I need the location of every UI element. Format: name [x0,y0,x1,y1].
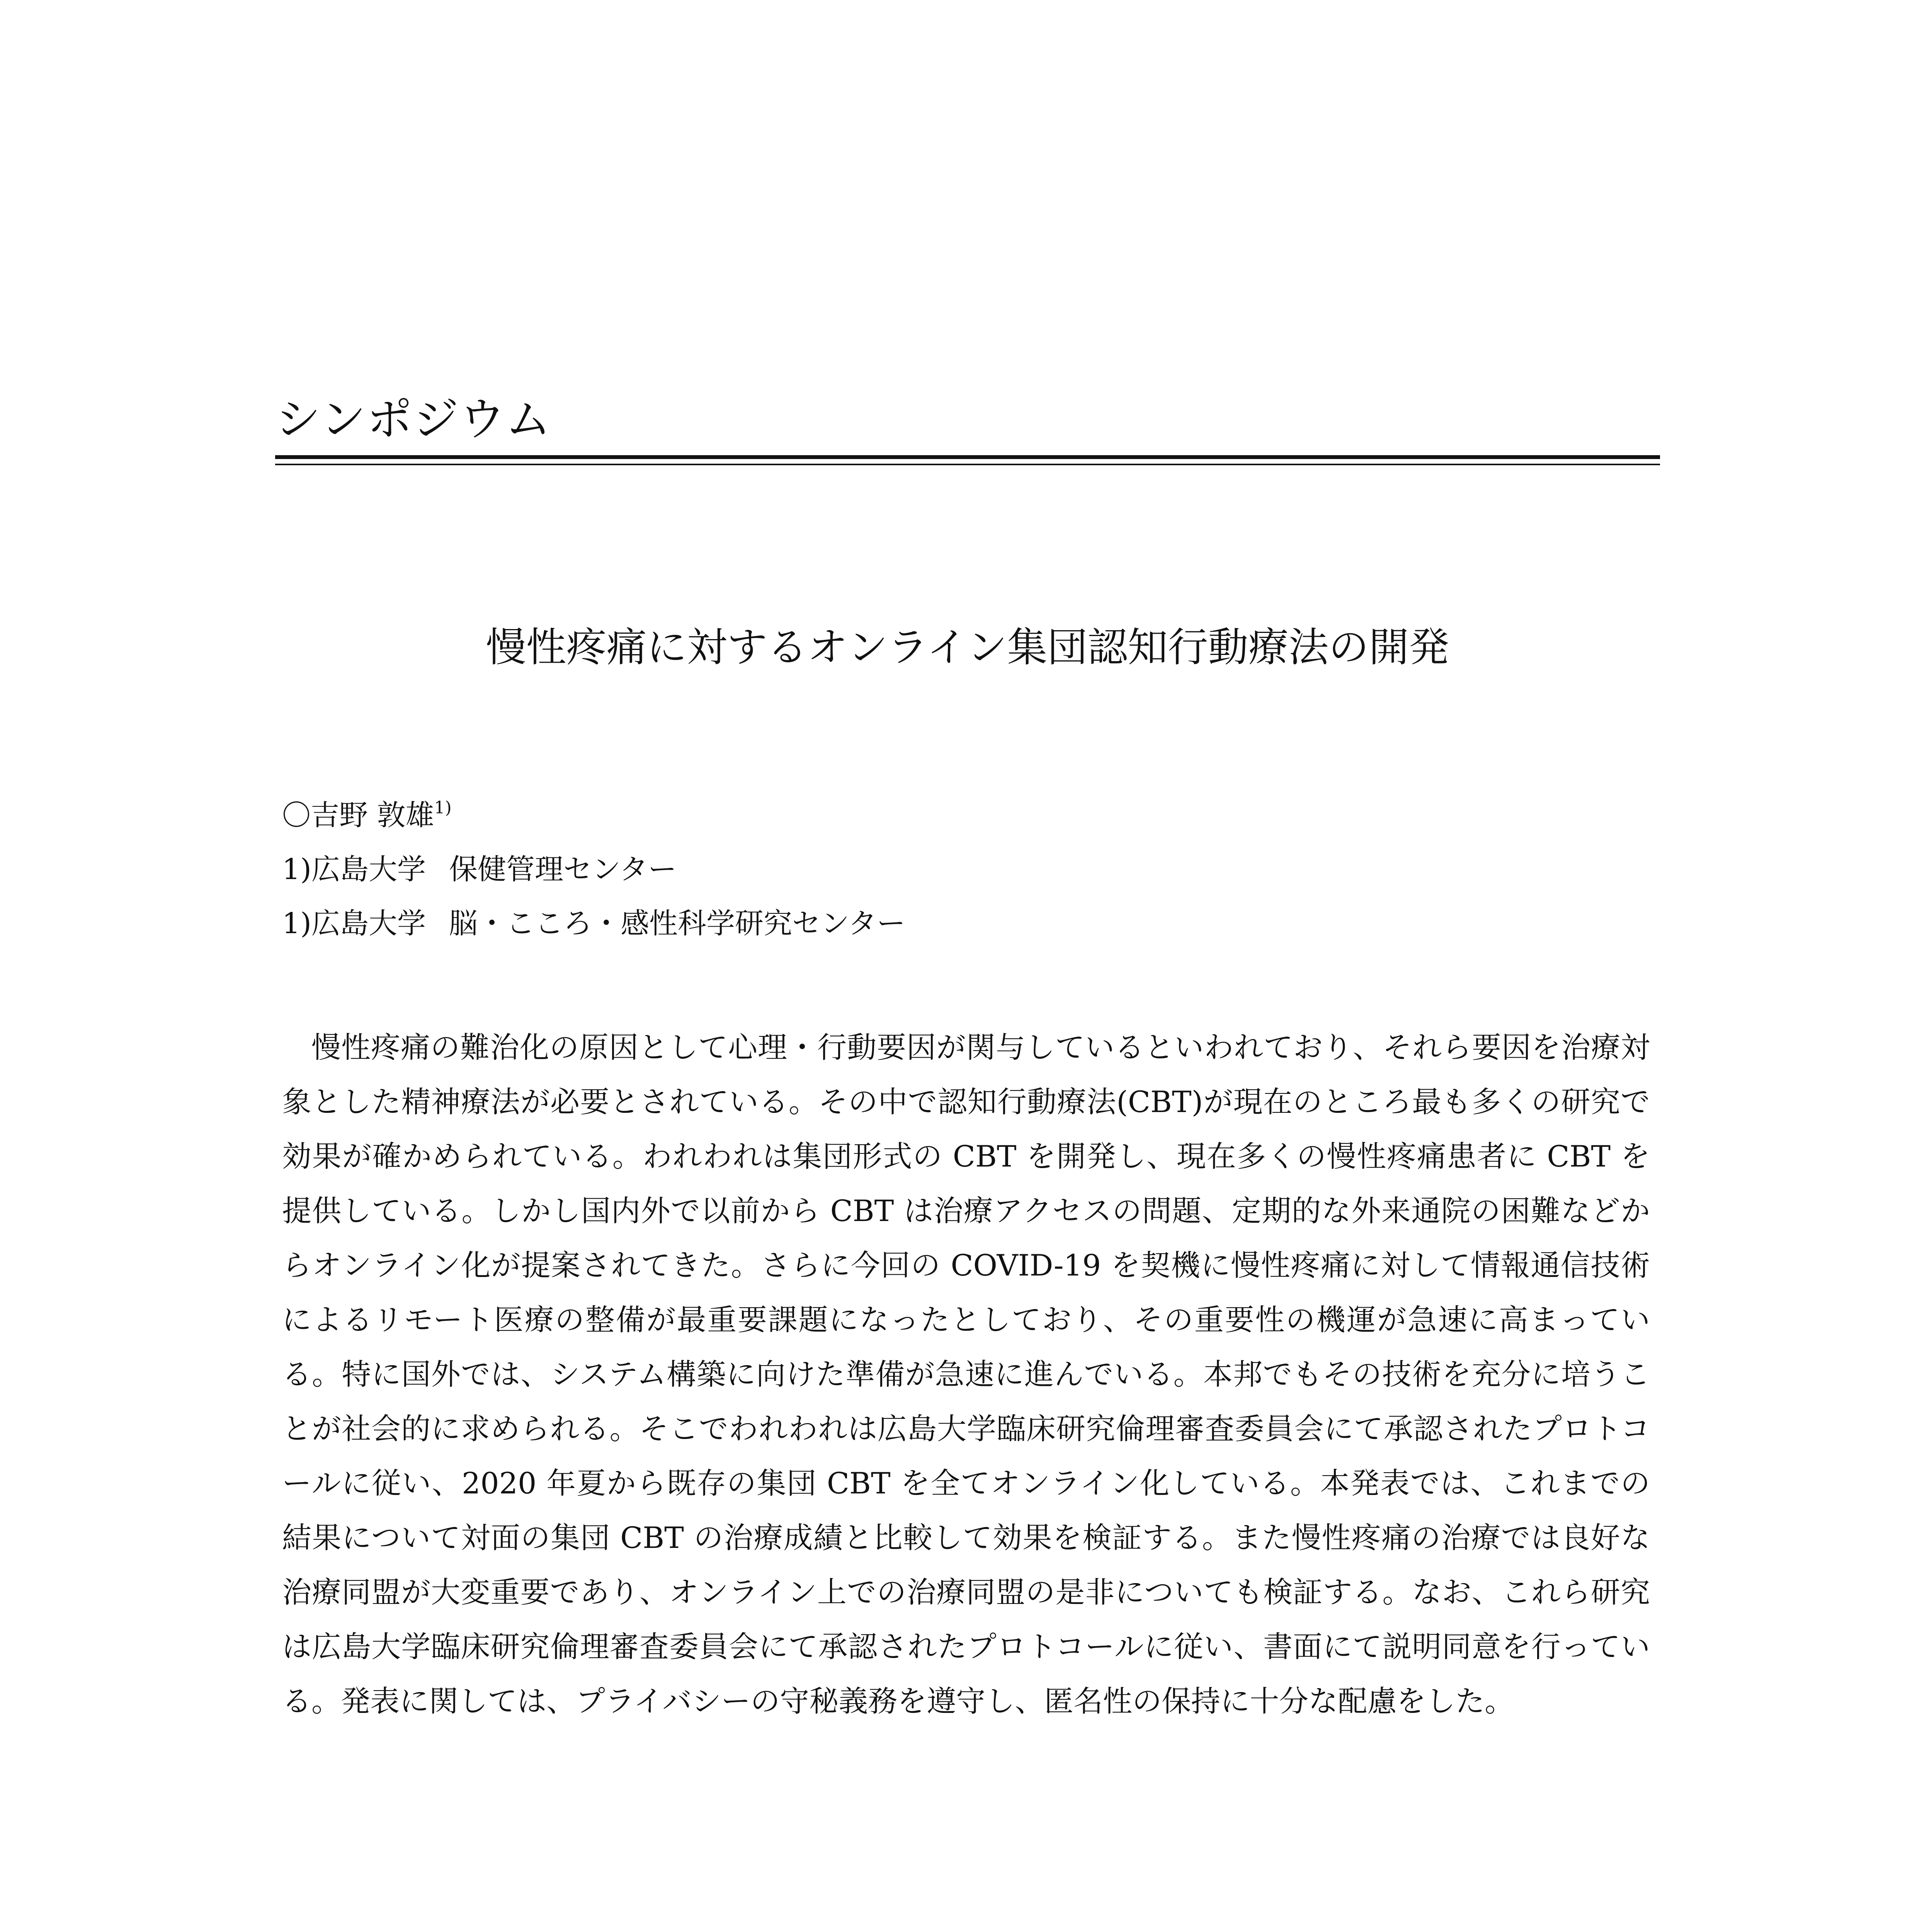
affiliation-department: 保健管理センター [449,853,677,886]
affiliation-line [282,842,1635,896]
header-rule-thick [275,455,1660,459]
affiliation-line [282,896,1635,951]
author-block [282,788,1635,951]
affiliation-department: 脳・こころ・感性科学研究センター [449,907,905,940]
presenter-marker: 〇 [282,799,311,832]
presenter-line [282,788,1635,842]
affiliation-institution: 広島大学 [311,853,426,886]
abstract-paragraph: 慢性疼痛の難治化の原因として心理・行動要因が関与しているといわれており、それら要因を治療対象とした精神療法が必要とされている。その中で認知行動療法(CBT)が現在のところ最も多くの研究で効果が確かめられている。われわれは集団形式の CBT を開発し、現在多くの慢性疼痛患者に CBT を提供している。しかし国内外で以前から CBT は治療アクセスの問題、定期的な外来通院の困難などからオンライン化が提案されてきた。さらに今回の COVID-19 を契機に慢性疼痛に対して情報通信技術によるリモート医療の整備が最重要課題になったとしており、その重要性の機運が急速に高まっている。特に国外では、システム構築に向けた準備が急速に進んでいる。本邦でもその技術を充分に培うことが社会的に求められる。そこでわれわれは広島大学臨床研究倫理審査委員会にて承認されたプロトコールに従い、2020 年夏から既存の集団 CBT を全てオンライン化している。本発表では、これまでの結果について対面の集団 CBT の治療成績と比較して効果を検証する。また慢性疼痛の治療では良好な治療同盟が大変重要であり、オンライン上での治療同盟の是非についても検証する。なお、これら研究は広島大学臨床研究倫理審査委員会にて承認されたプロトコールに従い、書面にて説明同意を行っている。発表に関しては、プライバシーの守秘義務を遵守し、匿名性の保持に十分な配慮をした。 [282,1030,1650,1718]
presenter-affiliation-ref: 1) [434,798,452,818]
affiliation-ref: 1) [282,853,311,886]
article-title: 慢性疼痛に対するオンライン集団認知行動療法の開発 [486,624,1449,671]
affiliation-ref: 1) [282,907,311,940]
affiliation-institution: 広島大学 [311,907,426,940]
section-header [275,390,1660,448]
presenter-name: 吉野 敦雄 [311,799,434,832]
header-rule-thin [275,464,1660,465]
section-label: シンポジウム [275,393,552,446]
